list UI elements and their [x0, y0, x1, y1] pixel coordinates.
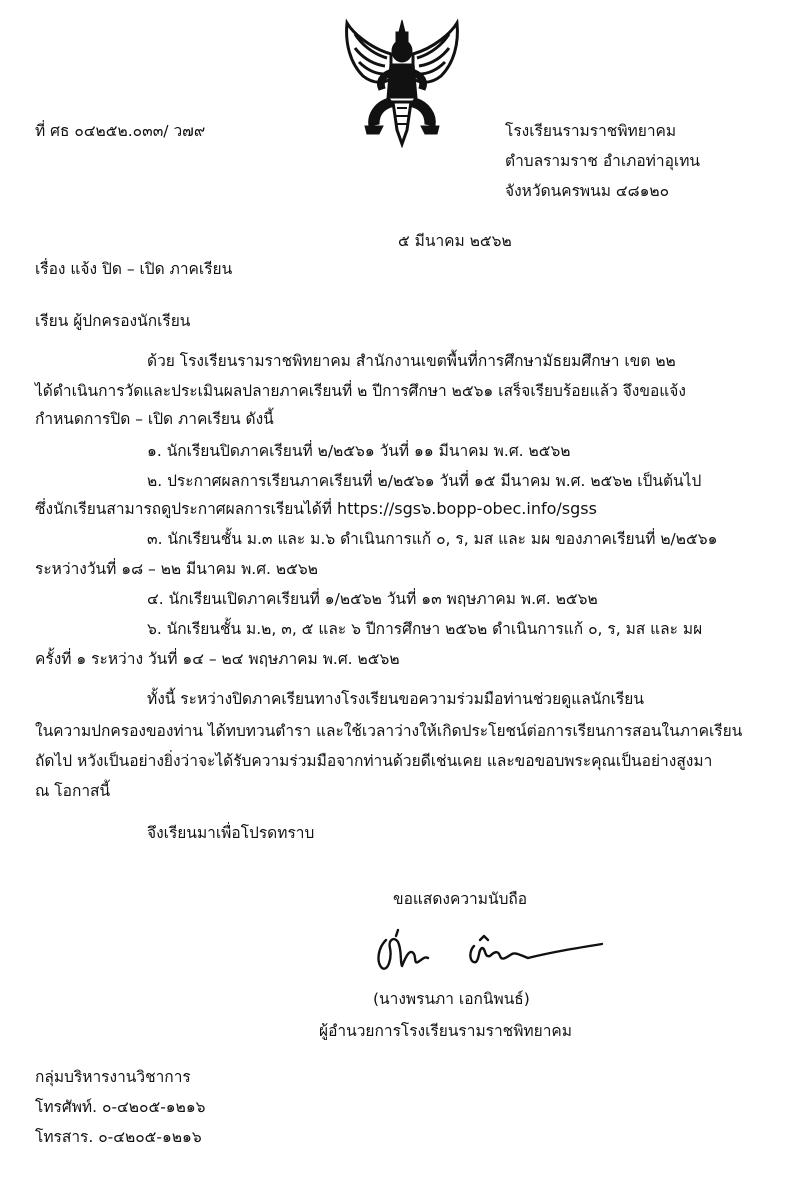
item-2: ๒. ประกาศผลการเรียนภาคเรียนที่ ๒/๒๕๖๑ วันที่ ๑๕ มีนาคม พ.ศ. ๒๕๖๒ เป็นต้นไป	[147, 472, 702, 490]
intro-line-3: กำหนดการปิด – เปิด ภาคเรียน ดังนี้	[35, 410, 274, 428]
footer-fax: โทรสาร. ๐-๔๒๐๕-๑๒๑๖	[35, 1128, 202, 1146]
regards: ขอแสดงความนับถือ	[393, 890, 528, 908]
school-province: จังหวัดนครพนม ๔๘๑๒๐	[505, 182, 670, 200]
letter-salutation: เรียน ผู้ปกครองนักเรียน	[35, 312, 191, 330]
garuda-emblem-icon	[335, 18, 470, 148]
letter-date: ๕ มีนาคม ๒๕๖๒	[398, 232, 512, 250]
item-1: ๑. นักเรียนปิดภาคเรียนที่ ๒/๒๕๖๑ วันที่ ๑๑ มีนาคม พ.ศ. ๒๕๖๒	[147, 442, 571, 460]
item-3: ๓. นักเรียนชั้น ม.๓ และ ม.๖ ดำเนินการแก้ ๐, ร, มส และ มผ ของภาคเรียนที่ ๒/๒๕๖๑	[147, 530, 718, 548]
reference-number: ที่ ศธ ๐๔๒๕๒.๐๓๓/ ว๗๙	[35, 122, 206, 140]
item-2-continuation	[35, 499, 597, 519]
intro-line-1: ด้วย โรงเรียนรามราชพิทยาคม สำนักงานเขตพื้นที่การศึกษามัธยมศึกษา เขต ๒๒	[147, 352, 676, 370]
closing-line-2: ในความปกครองของท่าน ได้ทบทวนตำรา และใช้เวลาว่างให้เกิดประโยชน์ต่อการเรียนการสอนในภาคเรียน	[35, 722, 743, 740]
handwritten-signature-icon	[372, 926, 612, 984]
school-district: ตำบลรามราช อำเภอท่าอุเทน	[505, 152, 701, 170]
signer-name: (นางพรนภา เอกนิพนธ์)	[373, 990, 530, 1008]
item-4: ๔. นักเรียนเปิดภาคเรียนที่ ๑/๒๕๖๒ วันที่ ๑๓ พฤษภาคม พ.ศ. ๒๕๖๒	[147, 590, 598, 608]
item-2-cont-text: ซึ่งนักเรียนสามารถดูประกาศผลการเรียนได้ที่	[35, 500, 337, 518]
results-url-link[interactable]: https://sgs๖.bopp-obec.info/sgss	[336, 499, 597, 518]
intro-line-2: ได้ดำเนินการวัดและประเมินผลปลายภาคเรียนที่ ๒ ปีการศึกษา ๒๕๖๑ เสร็จเรียบร้อยแล้ว จึงขอแจ้ง	[35, 382, 686, 400]
final-sentence: จึงเรียนมาเพื่อโปรดทราบ	[147, 824, 315, 842]
signer-position: ผู้อำนวยการโรงเรียนรามราชพิทยาคม	[319, 1022, 573, 1040]
footer-phone: โทรศัพท์. ๐-๔๒๐๕-๑๒๑๖	[35, 1098, 206, 1116]
item-6: ๖. นักเรียนชั้น ม.๒, ๓, ๕ และ ๖ ปีการศึกษา ๒๕๖๒ ดำเนินการแก้ ๐, ร, มส และ มผ	[147, 620, 703, 638]
closing-line-1: ทั้งนี้ ระหว่างปิดภาคเรียนทางโรงเรียนขอความร่วมมือท่านช่วยดูแลนักเรียน	[147, 690, 644, 708]
closing-line-3: ถัดไป หวังเป็นอย่างยิ่งว่าจะได้รับความร่วมมือจากท่านด้วยดีเช่นเคย และขอขอบพระคุณเป็นอย่างสูงมา	[35, 752, 713, 770]
school-name: โรงเรียนรามราชพิทยาคม	[505, 122, 677, 140]
closing-line-4: ณ โอกาสนี้	[35, 782, 111, 800]
letter-subject: เรื่อง แจ้ง ปิด – เปิด ภาคเรียน	[35, 260, 233, 278]
item-6-continuation: ครั้งที่ ๑ ระหว่าง วันที่ ๑๔ – ๒๔ พฤษภาคม พ.ศ. ๒๕๖๒	[35, 650, 400, 668]
footer-department: กลุ่มบริหารงานวิชาการ	[35, 1068, 191, 1086]
item-3-continuation: ระหว่างวันที่ ๑๘ – ๒๒ มีนาคม พ.ศ. ๒๕๖๒	[35, 560, 318, 578]
